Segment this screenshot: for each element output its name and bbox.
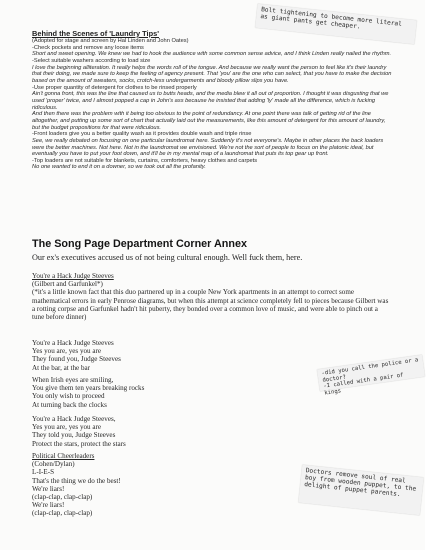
tip-line: -Front loaders give you a better quality wash as it provides double wash and triple rinse: [32, 131, 252, 138]
tip-line: -Use proper quantity of detergent for clothes to be rinsed properly: [32, 84, 197, 91]
sticky-note-top: Bolt tightening to become more literal as giant pants get cheaper.: [255, 4, 417, 45]
tip-line: -Select suitable washers according to load size: [32, 57, 151, 64]
lyric-line: (clap-clap, clap-clap): [32, 509, 93, 518]
lyric-line: You're a Hack Judge Steeves,: [32, 415, 116, 423]
song-lyrics: [32, 468, 392, 517]
lyric-line: At the bar, at the bar: [32, 363, 91, 372]
song-verse-2: [32, 376, 392, 409]
lyric-line: L-I-E-S: [32, 468, 55, 477]
lyric-line: They found you, Judge Steeves: [32, 355, 121, 364]
commentary-paragraph: See, we really debated on focusing on one particular laundromat here. Suddenly it's not everyone's. Maybe in other places the back loaders were the better machines. Not here. Not in the laundromat we envisioned. We're not the sort of people to focus on the platonic ideal, but eventually you have to put your foot down, and it'll be in my mental map of a laundromat that puts its top gear up front.: [32, 137, 384, 158]
laundry-tips-section: [32, 29, 394, 171]
commentary-paragraph: And then there was the problem with it being too obvious to the point of redundancy. At one point there was talk of getting rid of the line altogether, and putting up some sort of chart that actually laid out the measurements, like this amount of detergent for this amount of laundry, but the budget propositions for that were ridiculous.: [32, 111, 386, 131]
song-hack-judge-steeves: [32, 272, 392, 321]
tip-line: -Top loaders are not suitable for blankets, curtains, comforters, heavy clothes and carpets: [32, 157, 258, 164]
lyric-line: (clap-clap, clap-clap): [32, 493, 93, 502]
commentary-paragraph: Short and sweet opening. We knew we had to hook the audience with some common sense advice, and I think Linden really nailed the rhythm.: [32, 51, 392, 58]
lyric-line: You only wish to proceed: [32, 392, 105, 401]
song-verse-3: [32, 415, 392, 448]
laundry-tips-body: [32, 38, 394, 171]
laundry-tips-heading: Behind the Scenes of 'Laundry Tips': [32, 29, 159, 38]
lyric-line: Yes you are, yes you are: [32, 347, 102, 356]
lyric-line: Yes you are, yes you are: [32, 423, 102, 432]
song-intro: (*it's a little known fact that this duo partnered up in a couple New York apartments in an attempt to correct some mathematical errors in early Penrose diagrams, but when this attempt at science completely fell to pieces because Gilbert was a rotting corpse and Garfunkel hadn't hit puberty, they bonded over a common love of music, and were able to pinch out a tune before dinner): [32, 288, 389, 322]
lyric-line: At turning back the clocks: [32, 400, 107, 409]
lyric-line: You give them ten years breaking rocks: [32, 384, 145, 393]
lyric-line: They told you, Judge Steeves: [32, 431, 116, 440]
tip-line: -Check pockets and remove any loose items: [32, 44, 144, 51]
lyric-line: We're liars!: [32, 501, 65, 510]
lyric-line: Protect the stars, protect the stars: [32, 439, 126, 448]
lyric-line: You're a Hack Judge Steeves: [32, 339, 114, 347]
commentary-paragraph: No one wanted to end it on a downer, so we took out all the profanity.: [32, 164, 206, 171]
song-verse-1: [32, 339, 392, 372]
annex-subtitle: Our ex's executives accused us of not being cultural enough. Well fuck them, here.: [32, 253, 303, 262]
lyric-line: That's the thing we do the best!: [32, 476, 121, 485]
commentary-paragraph: I love the beginning alliteration. It really helps the words roll of the tongue. And because we really want the person to feel like it's their laundry that their doing, we made sure to keep the feeling of agency present. That 'you' are the one who can select, that you have to make the decision based on the amount of sweaters, socks, crotch-less undergarments and bloody pillow slips you have.: [32, 64, 392, 84]
song-credit: (Gilbert and Garfunkel*): [32, 280, 103, 289]
song-credit: (Cohen/Dylan): [32, 460, 75, 469]
lyric-line: When Irish eyes are smiling,: [32, 376, 114, 384]
annex-title: The Song Page Department Corner Annex: [32, 238, 247, 250]
song-title: Political Cheerleaders: [32, 452, 95, 460]
song-political-cheerleaders: [32, 452, 392, 518]
lyric-line: We're liars!: [32, 484, 65, 493]
tip-line: (Adopted for stage and screen by Hal Linden and John Oates): [32, 38, 189, 44]
song-title: You're a Hack Judge Steeves: [32, 272, 114, 280]
sticky-note-middle: -did you call the police or a doctor? -I called with a pair of kings: [317, 355, 425, 392]
sticky-note-bottom: Doctors remove soul of real boy from wooden puppet, to the delight of puppet parents.: [298, 465, 423, 516]
commentary-paragraph: Ain't gonna front, this was the line that caused us to butts heads, and the media blew it all out of proportion. I thought it was disgusting that we used 'proper' twice, and I almost popped a cap in John's ass because he insisted that adding 'ly' made all the difference, which is fucking ridiculous.: [32, 91, 389, 111]
